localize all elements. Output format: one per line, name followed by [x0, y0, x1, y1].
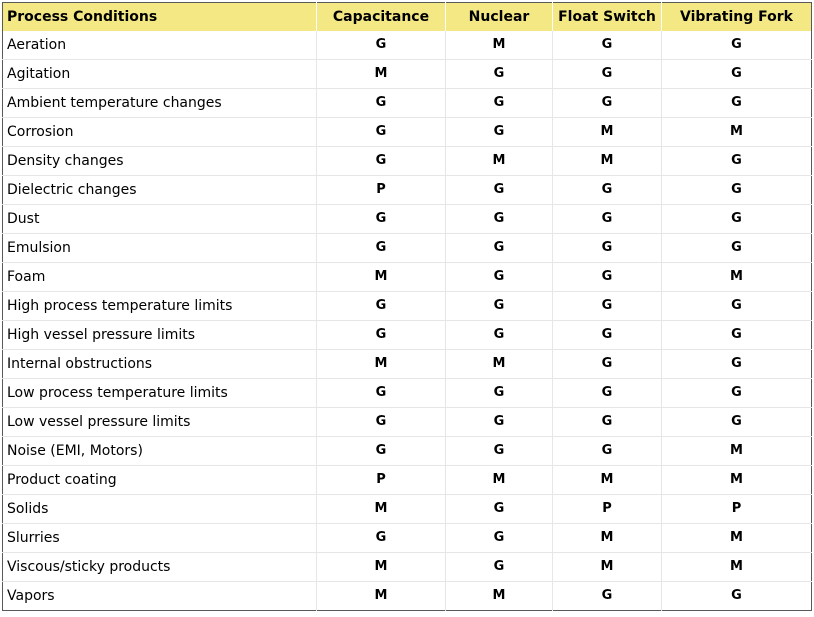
- float-switch-rating-cell: G: [553, 263, 662, 292]
- header-capacitance: Capacitance: [317, 3, 446, 32]
- nuclear-rating-cell: G: [446, 408, 553, 437]
- capacitance-rating-cell: G: [317, 321, 446, 350]
- float-switch-rating-cell: G: [553, 31, 662, 60]
- capacitance-rating-cell: G: [317, 118, 446, 147]
- table-row: [3, 553, 812, 582]
- process-condition-cell: Noise (EMI, Motors): [3, 437, 317, 466]
- table-row: [3, 292, 812, 321]
- nuclear-rating-cell: G: [446, 379, 553, 408]
- nuclear-rating-cell: G: [446, 205, 553, 234]
- table-row: [3, 263, 812, 292]
- nuclear-rating-cell: G: [446, 553, 553, 582]
- process-condition-cell: Agitation: [3, 60, 317, 89]
- float-switch-rating-cell: G: [553, 437, 662, 466]
- vibrating-fork-rating-cell: G: [662, 408, 812, 437]
- float-switch-rating-cell: M: [553, 524, 662, 553]
- vibrating-fork-rating-cell: M: [662, 263, 812, 292]
- nuclear-rating-cell: M: [446, 350, 553, 379]
- process-condition-cell: Product coating: [3, 466, 317, 495]
- nuclear-rating-cell: G: [446, 495, 553, 524]
- capacitance-rating-cell: M: [317, 553, 446, 582]
- float-switch-rating-cell: G: [553, 379, 662, 408]
- table-row: [3, 437, 812, 466]
- process-condition-cell: Low vessel pressure limits: [3, 408, 317, 437]
- process-condition-cell: Corrosion: [3, 118, 317, 147]
- table-row: [3, 582, 812, 611]
- process-condition-cell: Foam: [3, 263, 317, 292]
- process-conditions-table: [2, 2, 812, 611]
- capacitance-rating-cell: G: [317, 437, 446, 466]
- process-condition-cell: Aeration: [3, 31, 317, 60]
- float-switch-rating-cell: M: [553, 553, 662, 582]
- vibrating-fork-rating-cell: M: [662, 118, 812, 147]
- process-condition-cell: Emulsion: [3, 234, 317, 263]
- capacitance-rating-cell: M: [317, 582, 446, 611]
- process-condition-cell: Density changes: [3, 147, 317, 176]
- nuclear-rating-cell: G: [446, 524, 553, 553]
- vibrating-fork-rating-cell: G: [662, 176, 812, 205]
- nuclear-rating-cell: M: [446, 582, 553, 611]
- float-switch-rating-cell: G: [553, 205, 662, 234]
- process-condition-cell: Internal obstructions: [3, 350, 317, 379]
- vibrating-fork-rating-cell: P: [662, 495, 812, 524]
- process-condition-cell: High vessel pressure limits: [3, 321, 317, 350]
- float-switch-rating-cell: P: [553, 495, 662, 524]
- vibrating-fork-rating-cell: G: [662, 60, 812, 89]
- table-row: [3, 466, 812, 495]
- nuclear-rating-cell: G: [446, 437, 553, 466]
- float-switch-rating-cell: G: [553, 408, 662, 437]
- vibrating-fork-rating-cell: G: [662, 292, 812, 321]
- capacitance-rating-cell: M: [317, 350, 446, 379]
- capacitance-rating-cell: G: [317, 408, 446, 437]
- float-switch-rating-cell: M: [553, 147, 662, 176]
- table-row: [3, 234, 812, 263]
- float-switch-rating-cell: G: [553, 321, 662, 350]
- process-condition-cell: High process temperature limits: [3, 292, 317, 321]
- header-float-switch: Float Switch: [553, 3, 662, 32]
- nuclear-rating-cell: G: [446, 292, 553, 321]
- capacitance-rating-cell: M: [317, 60, 446, 89]
- table-row: [3, 408, 812, 437]
- table-row: [3, 495, 812, 524]
- vibrating-fork-rating-cell: G: [662, 582, 812, 611]
- vibrating-fork-rating-cell: G: [662, 234, 812, 263]
- process-condition-cell: Dust: [3, 205, 317, 234]
- vibrating-fork-rating-cell: M: [662, 524, 812, 553]
- table-row: [3, 147, 812, 176]
- float-switch-rating-cell: G: [553, 176, 662, 205]
- float-switch-rating-cell: G: [553, 582, 662, 611]
- capacitance-rating-cell: G: [317, 292, 446, 321]
- table-row: [3, 60, 812, 89]
- nuclear-rating-cell: G: [446, 234, 553, 263]
- process-condition-cell: Viscous/sticky products: [3, 553, 317, 582]
- float-switch-rating-cell: G: [553, 350, 662, 379]
- nuclear-rating-cell: G: [446, 60, 553, 89]
- table-row: [3, 350, 812, 379]
- vibrating-fork-rating-cell: G: [662, 31, 812, 60]
- process-condition-cell: Solids: [3, 495, 317, 524]
- vibrating-fork-rating-cell: M: [662, 466, 812, 495]
- capacitance-rating-cell: G: [317, 379, 446, 408]
- table-row: [3, 176, 812, 205]
- nuclear-rating-cell: M: [446, 147, 553, 176]
- vibrating-fork-rating-cell: G: [662, 147, 812, 176]
- process-condition-cell: Slurries: [3, 524, 317, 553]
- table-row: [3, 205, 812, 234]
- capacitance-rating-cell: P: [317, 466, 446, 495]
- capacitance-rating-cell: G: [317, 205, 446, 234]
- capacitance-rating-cell: G: [317, 524, 446, 553]
- nuclear-rating-cell: G: [446, 89, 553, 118]
- header-process-conditions: Process Conditions: [3, 3, 317, 32]
- capacitance-rating-cell: P: [317, 176, 446, 205]
- float-switch-rating-cell: G: [553, 60, 662, 89]
- table-row: [3, 379, 812, 408]
- nuclear-rating-cell: M: [446, 466, 553, 495]
- capacitance-rating-cell: G: [317, 234, 446, 263]
- float-switch-rating-cell: M: [553, 466, 662, 495]
- header-row: [3, 3, 812, 32]
- float-switch-rating-cell: G: [553, 234, 662, 263]
- table-row: [3, 321, 812, 350]
- float-switch-rating-cell: G: [553, 89, 662, 118]
- table-row: [3, 524, 812, 553]
- nuclear-rating-cell: G: [446, 176, 553, 205]
- header-vibrating-fork: Vibrating Fork: [662, 3, 812, 32]
- header-nuclear: Nuclear: [446, 3, 553, 32]
- capacitance-rating-cell: G: [317, 147, 446, 176]
- capacitance-rating-cell: G: [317, 31, 446, 60]
- vibrating-fork-rating-cell: G: [662, 205, 812, 234]
- float-switch-rating-cell: M: [553, 118, 662, 147]
- float-switch-rating-cell: G: [553, 292, 662, 321]
- nuclear-rating-cell: M: [446, 31, 553, 60]
- nuclear-rating-cell: G: [446, 263, 553, 292]
- table-row: [3, 31, 812, 60]
- capacitance-rating-cell: M: [317, 263, 446, 292]
- vibrating-fork-rating-cell: G: [662, 379, 812, 408]
- vibrating-fork-rating-cell: M: [662, 437, 812, 466]
- vibrating-fork-rating-cell: G: [662, 89, 812, 118]
- process-condition-cell: Dielectric changes: [3, 176, 317, 205]
- capacitance-rating-cell: G: [317, 89, 446, 118]
- vibrating-fork-rating-cell: G: [662, 321, 812, 350]
- table-row: [3, 89, 812, 118]
- capacitance-rating-cell: M: [317, 495, 446, 524]
- process-condition-cell: Low process temperature limits: [3, 379, 317, 408]
- process-condition-cell: Ambient temperature changes: [3, 89, 317, 118]
- nuclear-rating-cell: G: [446, 118, 553, 147]
- vibrating-fork-rating-cell: M: [662, 553, 812, 582]
- vibrating-fork-rating-cell: G: [662, 350, 812, 379]
- nuclear-rating-cell: G: [446, 321, 553, 350]
- process-condition-cell: Vapors: [7, 588, 55, 604]
- table-row: [3, 118, 812, 147]
